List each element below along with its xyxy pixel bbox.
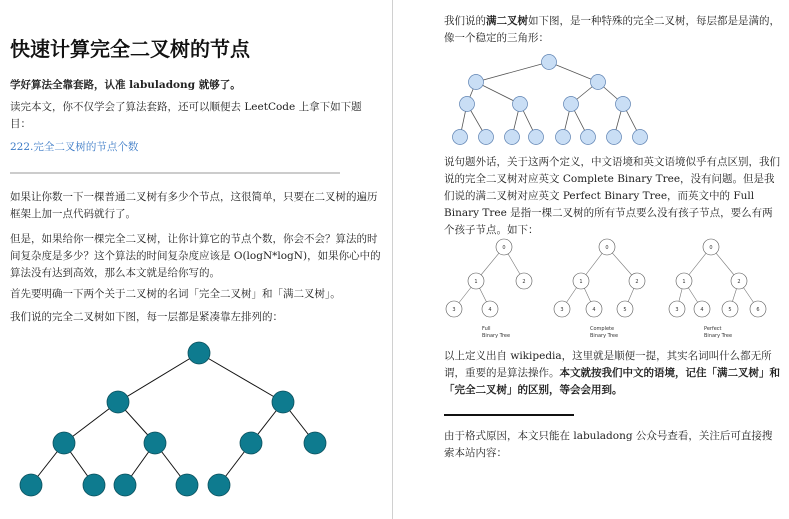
paragraph-normal-tree: 如果让你数一下一棵普通二叉树有多少个节点，这很简单，只要在二叉树的遍历框架上加一点代码就行了。 xyxy=(10,191,378,220)
tree-node xyxy=(144,432,166,454)
node-label: 1 xyxy=(579,279,583,285)
complete-tree-caption: Complete xyxy=(590,326,615,332)
intro-paragraph: 读完本文，你不仅学会了算法套路，还可以顺便去 LeetCode 上拿下如下题目： xyxy=(10,101,362,130)
tree-node xyxy=(304,432,326,454)
node-label: 4 xyxy=(592,307,596,313)
text-span: 如下图，是一种特殊的完全二叉树，每层都是是满的，像一个稳定的三角形： xyxy=(444,15,780,44)
tree-node xyxy=(591,75,606,90)
page-title: 快速计算完全二叉树的节点 xyxy=(10,37,250,61)
complete-binary-tree-figure xyxy=(0,0,392,519)
node-label: 4 xyxy=(700,307,704,313)
node-label: 4 xyxy=(488,307,492,313)
tree-node xyxy=(469,75,484,90)
definition-note-paragraph: 说句题外话，关于这两个定义，中文语境和英文语境似乎有点区别，我们说的完全二叉树对应英文 Complete Binary Tree，没有问题。但是我们说的满二叉树对应英文 Perfect Binary Tree，而英文中的 Full Binary Tree 是指一棵二叉树的所有节点要么没有孩子节点，要么有两个孩子节点。如下： xyxy=(444,156,780,236)
node-label: 3 xyxy=(675,307,679,313)
node-label: 6 xyxy=(756,307,760,313)
right-page xyxy=(394,0,789,519)
node-label: 1 xyxy=(682,279,686,285)
node-label: 5 xyxy=(623,307,627,313)
tree-node xyxy=(240,432,262,454)
left-page xyxy=(0,0,392,519)
node-label: 2 xyxy=(522,279,526,285)
node-label: 1 xyxy=(474,279,478,285)
tree-node xyxy=(114,474,136,496)
tree-node xyxy=(505,130,520,145)
text-span: 我们说的 xyxy=(444,15,486,27)
tree-node xyxy=(479,130,494,145)
tree-node xyxy=(20,474,42,496)
tree-node xyxy=(581,130,596,145)
paragraph-complete-tree-intro: 我们说的完全二叉树如下图，每一层都是紧凑靠左排列的： xyxy=(10,311,283,323)
tree-node xyxy=(453,130,468,145)
node-label: 3 xyxy=(452,307,456,313)
perfect-tree-caption-2: Binary Tree xyxy=(704,333,733,339)
tree-node xyxy=(556,130,571,145)
intro-bold-text: 学好算法全靠套路，认准 labuladong 就够了。 xyxy=(10,79,241,91)
leetcode-link[interactable]: 222.完全二叉树的节点个数 xyxy=(10,141,139,153)
wikipedia-note-paragraph xyxy=(444,348,782,399)
node-label: 5 xyxy=(728,307,732,313)
tree-node xyxy=(208,474,230,496)
tree-node xyxy=(188,342,210,364)
tree-node xyxy=(176,474,198,496)
tree-node xyxy=(460,97,475,112)
node-label: 2 xyxy=(635,279,639,285)
perfect-binary-tree-figure xyxy=(394,0,789,160)
tree-node xyxy=(542,55,557,70)
full-tree-caption: Full xyxy=(482,326,491,332)
bold-text: 本文就按我们中文的语境，记住「满二叉树」和「完全二叉树」的区别，等会会用到。 xyxy=(444,367,780,396)
node-label: 0 xyxy=(502,245,506,251)
page-divider xyxy=(392,0,393,519)
text-span: 以上定义出自 wikipedia，这里就是顺便一提，其实名词叫什么都无所谓，重要的是算法操作。 xyxy=(444,350,772,379)
tree-node xyxy=(83,474,105,496)
node-label: 3 xyxy=(560,307,564,313)
tree-node xyxy=(564,97,579,112)
node-label: 2 xyxy=(737,279,741,285)
format-note-paragraph: 由于格式原因，本文只能在 labuladong 公众号查看，关注后可直接搜索本站内容： xyxy=(444,430,773,459)
bold-term: 满二叉树 xyxy=(486,15,528,27)
complete-tree-caption-2: Binary Tree xyxy=(590,333,619,339)
paragraph-complete-tree-question: 但是，如果给你一棵完全二叉树，让你计算它的节点个数，你会不会？算法的时间复杂度是多少？这个算法的时间复杂度应该是 O(logN*logN)，如果你心中的算法没有达到高效，那么本文就是给你写的。 xyxy=(10,233,381,279)
tree-node xyxy=(513,97,528,112)
tree-node xyxy=(53,432,75,454)
perfect-tree-caption: Perfect xyxy=(704,326,722,332)
tree-definitions-figure xyxy=(394,236,789,346)
tree-node xyxy=(272,391,294,413)
tree-node xyxy=(607,130,622,145)
tree-node xyxy=(616,97,631,112)
full-tree-caption-2: Binary Tree xyxy=(482,333,511,339)
tree-node xyxy=(529,130,544,145)
node-label: 0 xyxy=(709,245,713,251)
node-label: 0 xyxy=(605,245,609,251)
tree-node xyxy=(107,391,129,413)
tree-node xyxy=(633,130,648,145)
separator-rule xyxy=(444,414,574,416)
paragraph-terms: 首先要明确一下两个关于二叉树的名词「完全二叉树」和「满二叉树」。 xyxy=(10,288,341,300)
